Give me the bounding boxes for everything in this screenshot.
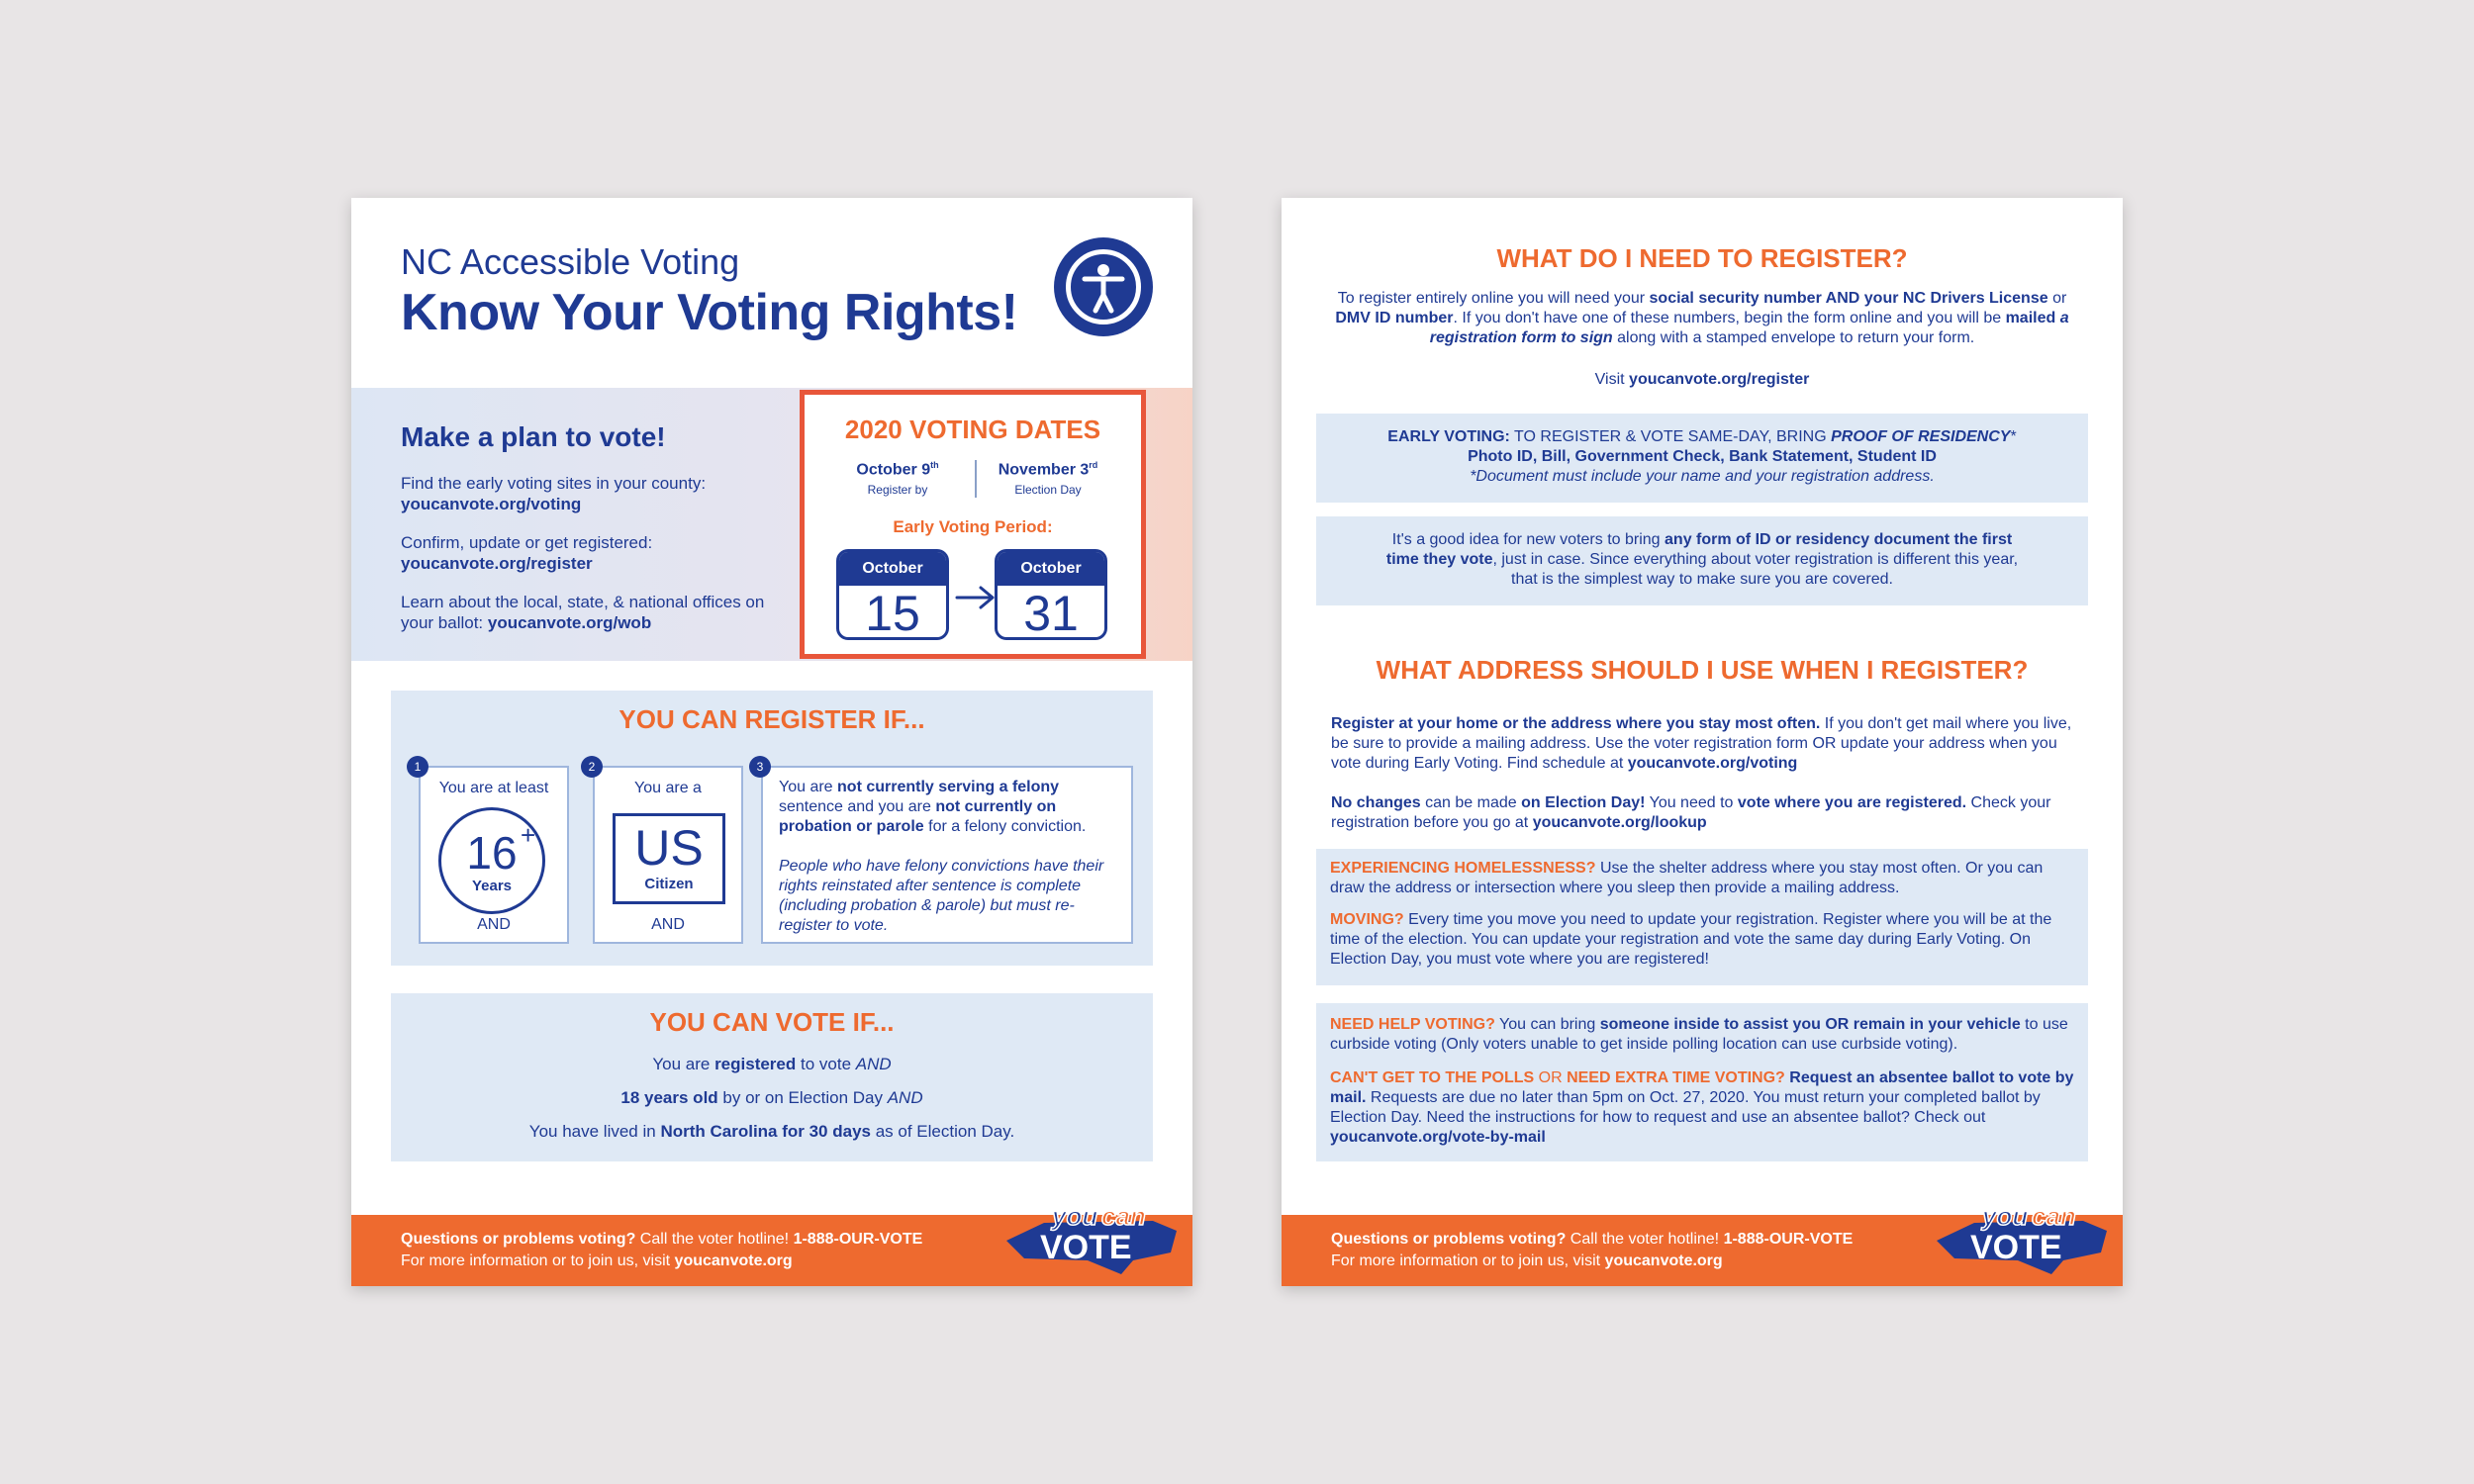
register-needs-text: To register entirely online you will need your social security number AND your NC Drivers License or DMV ID number. If you don't have one of these numbers, begin the form online and you will be mailed a registration form to sign along with a stamped envelope to return your form. (1335, 290, 2069, 346)
footer-info: For more information or to join us, visit youcanvote.org (1331, 1252, 1723, 1269)
svg-text:you: you (1982, 1201, 2029, 1231)
link-vote-by-mail[interactable]: youcanvote.org/vote-by-mail (1330, 1129, 1546, 1146)
criteria-felony: You are not currently serving a felony sentence and you are not currently on probation or parole for a felony conviction. People who have felony convictions have their rights reinstated after sentence is complete (including probation & parole) but must re-register to vote. (761, 766, 1133, 944)
footer-back (1282, 1201, 2123, 1286)
youcanvote-logo (1004, 1197, 1183, 1276)
link-register[interactable]: youcanvote.org/register (401, 554, 593, 573)
vote-title: YOU CAN VOTE IF... (649, 1007, 895, 1037)
address-title: WHAT ADDRESS SHOULD I USE WHEN I REGISTER? (1376, 655, 2029, 685)
flyer-page-front (351, 198, 1192, 1286)
link-voting[interactable]: youcanvote.org/voting (401, 495, 582, 513)
register-by-date: October 9th Register by (856, 460, 939, 498)
svg-text:can: can (2032, 1201, 2076, 1231)
criteria-age: You are at least 16 + Years AND (419, 766, 569, 944)
id-advice-band: It's a good idea for new voters to bring any form of ID or residency document the first time they vote, just in case. Since everything about voter registration is different this year, that is the simplest way to make sure you are covered. (1316, 516, 2088, 605)
step-number-2: 2 (581, 756, 603, 778)
vote-criteria-residency: You have lived in North Carolina for 30 days as of Election Day. (528, 1122, 1015, 1141)
step-number-1: 1 (407, 756, 428, 778)
early-voting-title: Early Voting Period: (893, 517, 1053, 536)
link-voting-2[interactable]: youcanvote.org/voting (1627, 755, 1798, 772)
svg-text:you: you (1052, 1201, 1098, 1231)
calendar-start: October 15 (836, 549, 949, 640)
link-lookup[interactable]: youcanvote.org/lookup (1532, 814, 1707, 831)
early-voting-band: EARLY VOTING: TO REGISTER & VOTE SAME-DAY, BRING PROOF OF RESIDENCY* Photo ID, Bill, Government Check, Bank Statement, Student ID *Document must include your name and your registration address. (1316, 414, 2088, 503)
address-text: Register at your home or the address where you stay most often. If you don't get mail where you live, be sure to provide a mailing address. Use the voter registration form OR update your address when you vote during Early Voting. Find schedule at youcanvote.org/voting (1331, 715, 2072, 772)
calendar-end: October 31 (995, 549, 1107, 640)
arrow-right-icon (953, 583, 999, 612)
vote-criteria-age: 18 years old by or on Election Day AND (620, 1088, 923, 1107)
footer-hotline: Questions or problems voting? Call the voter hotline! 1-888-OUR-VOTE (1331, 1231, 1854, 1248)
plan-item-register: Confirm, update or get registered: youcanvote.org/register (401, 532, 787, 574)
us-citizen-badge: US Citizen (613, 813, 725, 904)
footer-site-link[interactable]: youcanvote.org (674, 1252, 793, 1269)
svg-text:VOTE: VOTE (1970, 1229, 2062, 1266)
vote-section (391, 993, 1153, 1161)
accessibility-icon (1054, 237, 1153, 336)
footer-site-link[interactable]: youcanvote.org (1604, 1252, 1723, 1269)
plan-item-ballot: Learn about the local, state, & national offices on your ballot: youcanvote.org/wob (401, 593, 765, 632)
homeless-moving-band: EXPERIENCING HOMELESSNESS? Use the shelter address where you stay most often. Or you can draw the address or intersection where you sleep then provide a mailing address. MOVING? Every time you move you need to update your registration. Register where you will be at the time of the election. You can update your registration and vote the same day during Early Voting. On Election Day, you must vote where you are registered! (1316, 849, 2088, 985)
criteria-citizen: You are a US Citizen AND (593, 766, 743, 944)
help-absentee-band: NEED HELP VOTING? You can bring someone inside to assist you OR remain in your vehicle to use curbside voting (Only voters unable to get inside polling location can use curbside voting). CAN'T GET TO THE POLLS OR NEED EXTRA TIME VOTING? Request an absentee ballot to vote by mail. Requests are due no later than 5pm on Oct. 27, 2020. You must return your completed ballot by Election Day. Need the instructions for how to request and use an absentee ballot? Check out youcanvote.org/vote-by-mail (1316, 1003, 2088, 1161)
flyer-page-back (1282, 198, 2123, 1286)
voting-dates-title: 2020 VOTING DATES (844, 415, 1101, 444)
footer-hotline: Questions or problems voting? Call the voter hotline! 1-888-OUR-VOTE (401, 1231, 923, 1248)
link-register-2[interactable]: youcanvote.org/register (1629, 371, 1810, 388)
no-changes-text: No changes can be made on Election Day! You need to vote where you are registered. Check your registration before you go at youcanvote.org/lookup (1331, 794, 2051, 831)
register-title: YOU CAN REGISTER IF... (618, 704, 925, 734)
register-needs-title: WHAT DO I NEED TO REGISTER? (1496, 243, 1908, 273)
footer (351, 1201, 1192, 1286)
register-section (391, 691, 1153, 966)
election-day-date: November 3rd Election Day (998, 460, 1098, 498)
plan-item-voting: Find the early voting sites in your county: youcanvote.org/voting (401, 473, 787, 514)
flyer-title: Know Your Voting Rights! (401, 284, 1018, 341)
flyer-subtitle: NC Accessible Voting (401, 241, 740, 282)
step-number-3: 3 (749, 756, 771, 778)
svg-text:VOTE: VOTE (1040, 1229, 1132, 1266)
date-divider (975, 460, 977, 498)
svg-text:can: can (1101, 1201, 1146, 1231)
vote-criteria-registered: You are registered to vote AND (652, 1055, 892, 1073)
visit-register: Visit youcanvote.org/register (1594, 371, 1810, 388)
link-wob[interactable]: youcanvote.org/wob (487, 613, 652, 632)
plan-title: Make a plan to vote! (401, 421, 666, 452)
youcanvote-logo (1935, 1197, 2113, 1276)
age-badge: 16 + Years (438, 807, 545, 914)
footer-info: For more information or to join us, visit youcanvote.org (401, 1252, 793, 1269)
voting-dates-box (800, 390, 1146, 659)
